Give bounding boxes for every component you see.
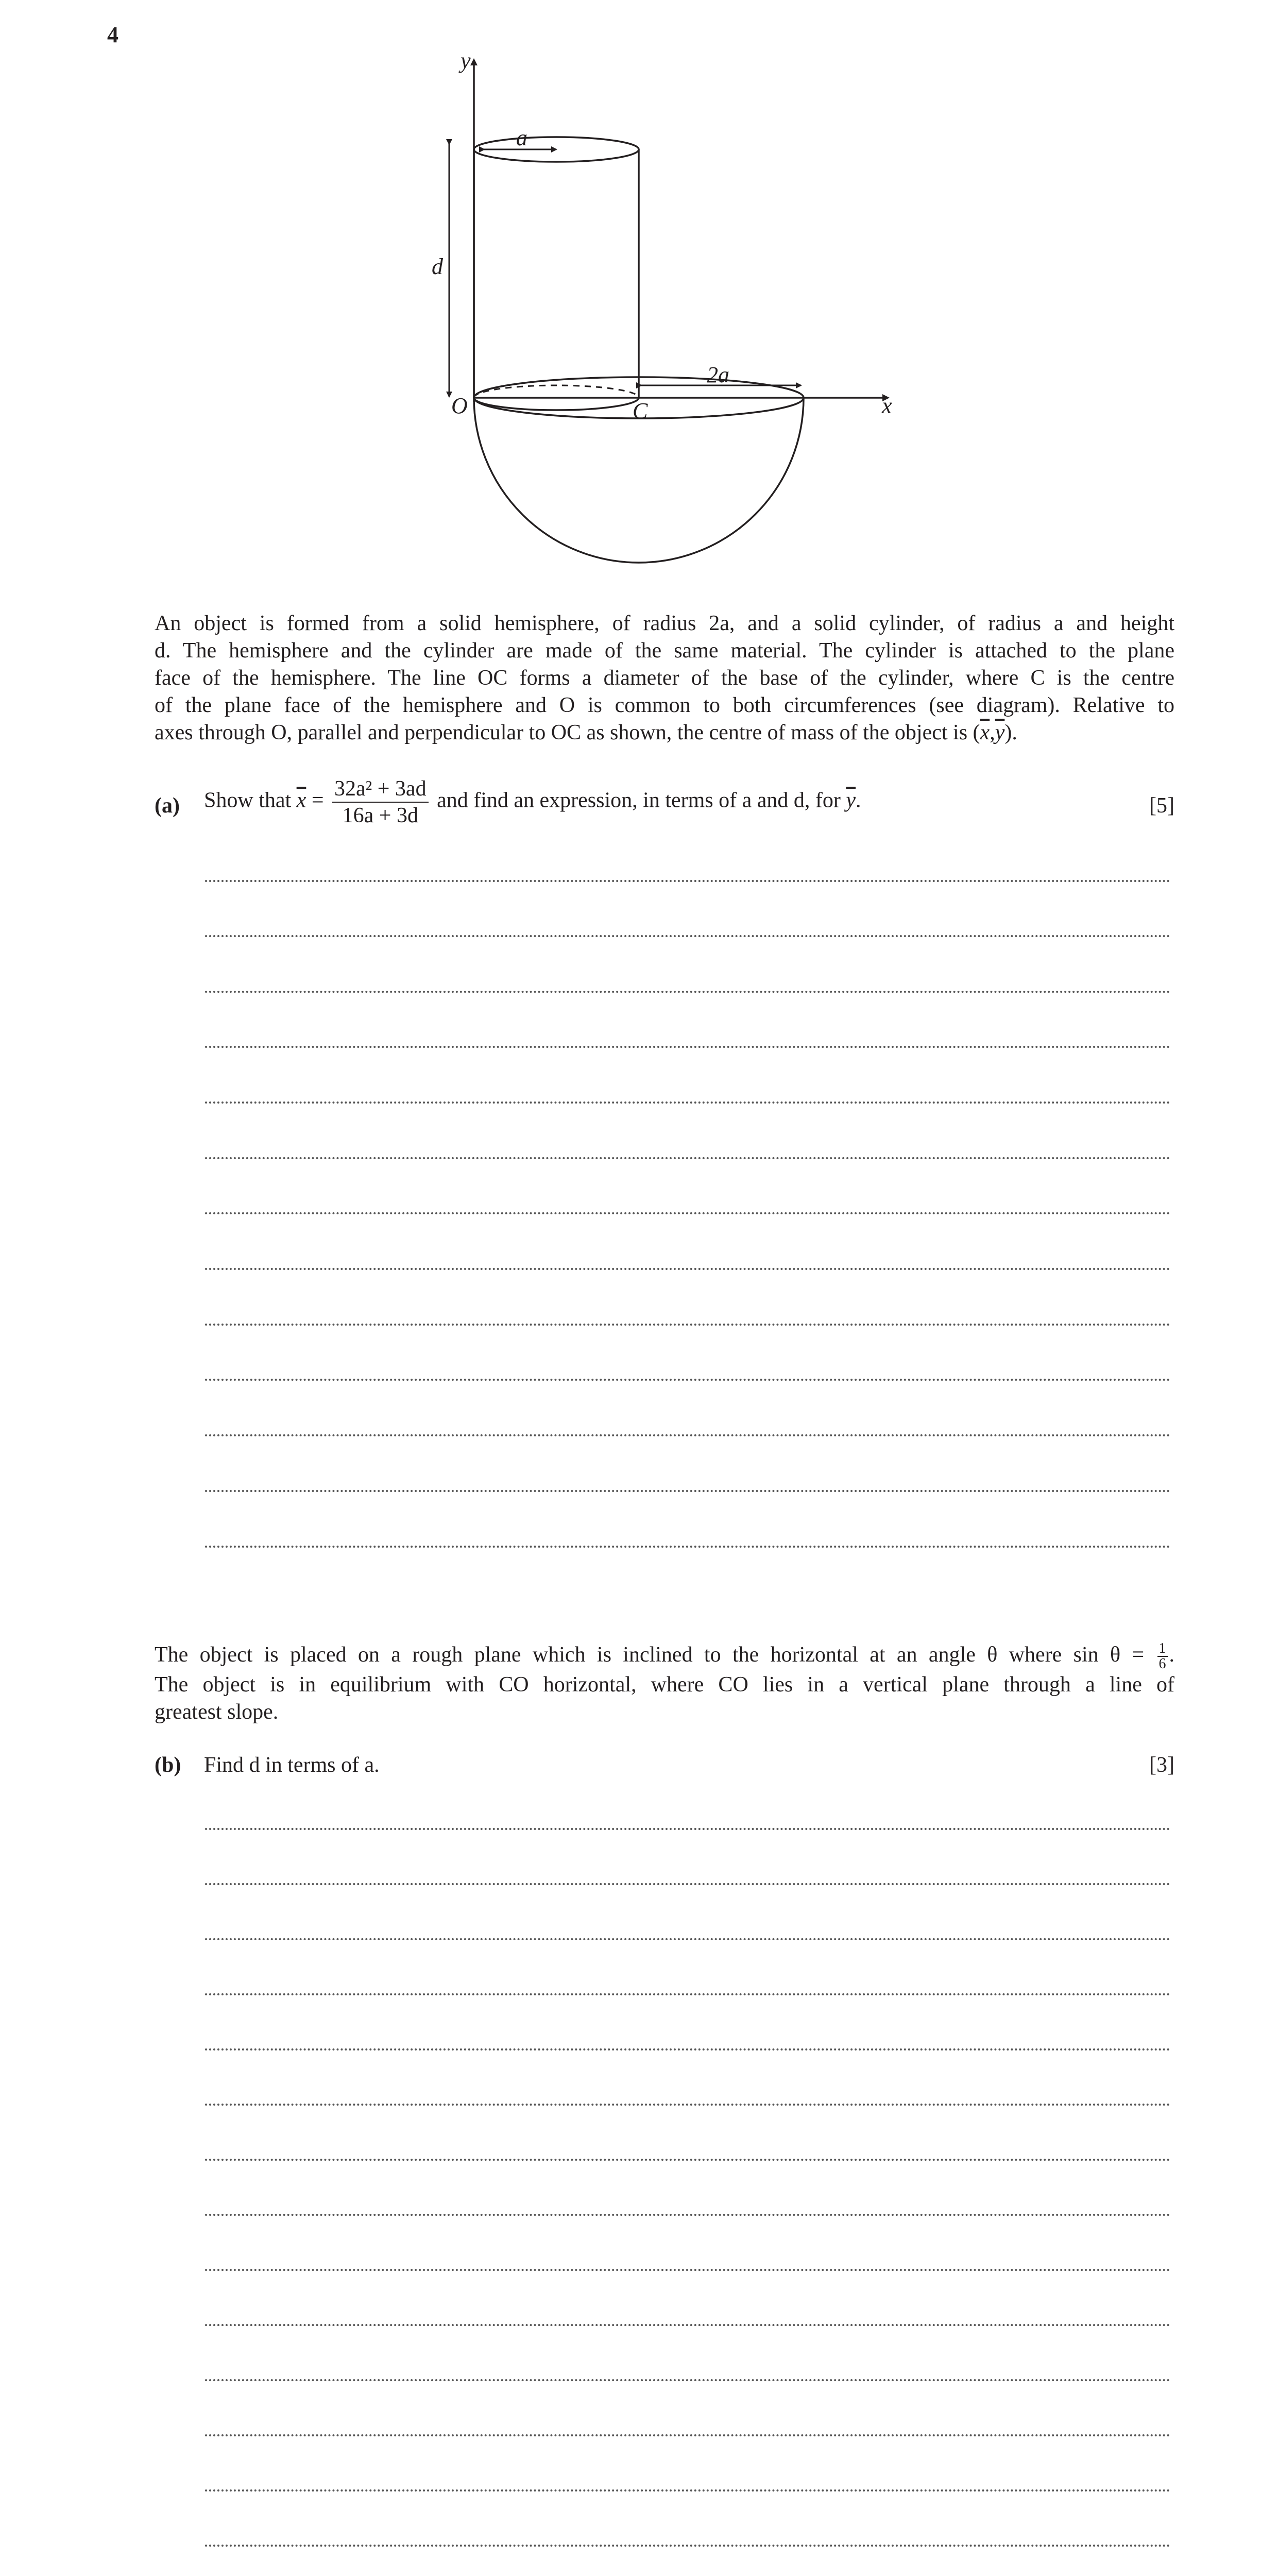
answer-line-a[interactable]: [205, 991, 1170, 993]
middle-line: The object is placed on a rough plane which is inclined to the horizontal at an angle θ where sin θ = $\frac{1}{6}$ .: [155, 1640, 1174, 1672]
answer-line-a[interactable]: [205, 1212, 1170, 1214]
answer-line-b[interactable]: [205, 2379, 1170, 2381]
label-x: x: [882, 393, 892, 418]
middle-line: The object is in equilibrium with CO horizontal, where CO lies in a vertical plane through a line of: [155, 1673, 1174, 1697]
label-2a: 2a: [707, 362, 729, 387]
question-a-marks: [5]: [1149, 794, 1174, 818]
label-a: a: [516, 125, 527, 150]
intro-line: of the plane face of the hemisphere and O is common to both circumferences (see diagram). Relative to: [155, 693, 1174, 717]
answer-line-b[interactable]: [205, 2434, 1170, 2436]
middle-line: greatest slope.: [155, 1700, 279, 1724]
answer-line-a[interactable]: [205, 1379, 1170, 1381]
label-C: C: [633, 398, 648, 423]
answer-line-b[interactable]: [205, 1938, 1170, 1940]
sin-theta-fraction: $\frac{1}{6}$: [1157, 1641, 1168, 1671]
question-b-label: (b): [155, 1753, 181, 1777]
question-a-label: (a): [155, 794, 180, 818]
answer-line-a[interactable]: [205, 1490, 1170, 1492]
xbar-fraction: $\frac{\text{32a² + 3ad}}{16a + 3d}$: [332, 777, 429, 827]
answer-line-a[interactable]: [205, 1268, 1170, 1270]
answer-line-a[interactable]: [205, 880, 1170, 882]
question-a-text: Show that $\overline{x}$ = $\frac{\text{32a² + 3ad}}{16a + 3d}$ and find an expression, in terms of a and d, for $\overline{y}$.: [204, 777, 861, 827]
answer-line-b[interactable]: [205, 2489, 1170, 2492]
answer-line-b[interactable]: [205, 1883, 1170, 1885]
intro-line: face of the hemisphere. The line OC forms a diameter of the base of the cylinder, where C is the centre: [155, 666, 1174, 690]
intro-line: axes through O, parallel and perpendicular to OC as shown, the centre of mass of the object is $(\overline{x},\overline{y})$.: [155, 721, 1017, 744]
question-b: [155, 1753, 1174, 1804]
answer-line-b[interactable]: [205, 1993, 1170, 1995]
answer-line-a[interactable]: [205, 1101, 1170, 1104]
answer-line-b[interactable]: [205, 2159, 1170, 2161]
answer-line-b[interactable]: [205, 2545, 1170, 2547]
intro-line: d. The hemisphere and the cylinder are made of the same material. The cylinder is attached to the plane: [155, 639, 1174, 663]
answer-line-a[interactable]: [205, 1546, 1170, 1548]
answer-line-b[interactable]: [205, 2104, 1170, 2106]
intro-paragraph: [155, 610, 1174, 747]
answer-line-a[interactable]: [205, 1324, 1170, 1326]
question-a: [155, 777, 1174, 828]
answer-line-b[interactable]: [205, 2214, 1170, 2216]
answer-line-a[interactable]: [205, 1434, 1170, 1436]
question-b-marks: [3]: [1149, 1753, 1174, 1777]
answer-line-b[interactable]: [205, 2269, 1170, 2271]
answer-line-a[interactable]: [205, 935, 1170, 937]
label-d: d: [432, 254, 443, 279]
label-O: O: [451, 393, 468, 418]
intro-line: An object is formed from a solid hemisphere, of radius 2a, and a solid cylinder, of radius a and height: [155, 612, 1174, 635]
question-b-text: Find d in terms of a.: [204, 1753, 380, 1777]
answer-line-b[interactable]: [205, 2048, 1170, 2050]
answer-line-a[interactable]: [205, 1046, 1170, 1048]
hemisphere-cylinder-diagram: [402, 41, 907, 567]
middle-paragraph: [155, 1641, 1174, 1726]
answer-line-b[interactable]: [205, 1828, 1170, 1830]
label-y: y: [461, 48, 471, 73]
page-number: 4: [107, 22, 118, 47]
answer-line-a[interactable]: [205, 1157, 1170, 1159]
answer-line-b[interactable]: [205, 2324, 1170, 2326]
